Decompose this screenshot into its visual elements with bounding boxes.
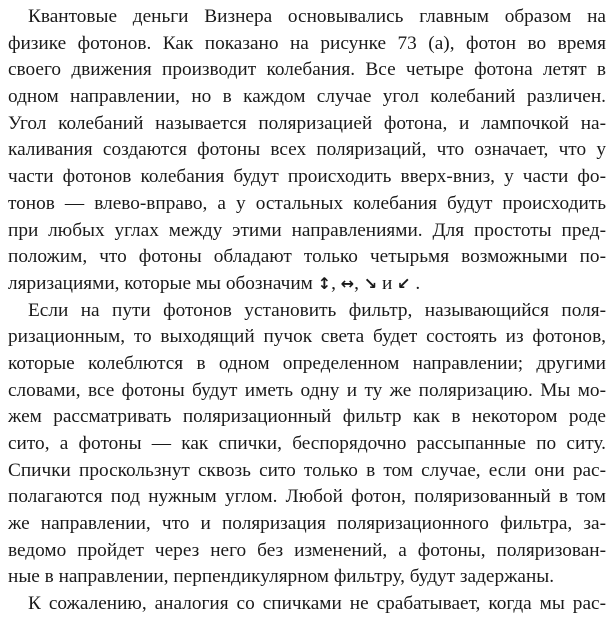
text-line: которые колеблются в одном определенном направлении; другими	[8, 352, 606, 374]
text-line: положим, что фотоны обладают только четырьмя возможными по-	[8, 246, 606, 268]
text-line: же направлении, что и поляризация поляризационного фильтра, за-	[8, 513, 606, 535]
text-line: Если на пути фотонов установить фильтр, называющийся поля-	[28, 299, 606, 321]
text-line: физике фотонов. Как показано на рисунке 73 (а), фотон во время	[8, 32, 606, 54]
text-line: ные в направлении, перпендикулярном фильтру, будут задержаны.	[8, 566, 555, 588]
text-line: сито, а фотоны — как спички, беспорядочно рассыпанные по ситу.	[8, 433, 606, 454]
conjunction-text: и	[382, 272, 393, 294]
text-line: одном направлении, но в каждом случае угол колебаний различен.	[8, 86, 606, 108]
text-line: каливания создаются фотоны всех поляризаций, что означает, что у	[8, 139, 606, 161]
text-line: ведомо пройдет через него без изменений, а фотоны, поляризован-	[8, 539, 606, 561]
diagonal-down-right-arrow-icon: ↘	[363, 273, 378, 293]
text-fragment: ляризациями, которые мы обозначим	[8, 272, 313, 294]
paragraph-3	[8, 591, 606, 618]
text-line: при любых углах между этими направлениями. Для простоты пред-	[8, 219, 606, 241]
text-line: полагаются под нужным углом. Любой фотон, поляризованный в том	[8, 486, 606, 508]
text-line: ризационным, то выходящий пучок света будет состоять из фотонов,	[8, 326, 606, 348]
paragraph-1	[8, 4, 606, 298]
text-line: жем рассматривать поляризационный фильтр как в некотором роде	[8, 406, 606, 428]
text-line: Угол колебаний называется поляризацией фотона, и лампочкой на-	[8, 112, 606, 134]
text-line: Квантовые деньги Визнера основывались главным образом на	[28, 6, 606, 27]
text-line: словами, все фотоны будут иметь одну и ту же поляризацию. Мы мо-	[8, 379, 606, 401]
text-line: Спички проскользнут сквозь сито только в том случае, если они рас-	[8, 459, 606, 481]
diagonal-down-left-arrow-icon: ↙	[397, 273, 411, 293]
text-line: своего движения производит колебания. Все четыре фотона летят в	[8, 59, 606, 81]
text-line: тонов — влево-вправо, а у остальных колебания будут происходить	[8, 192, 606, 214]
sentence-end: .	[415, 272, 421, 294]
paragraph-2	[8, 298, 606, 592]
horizontal-arrow-icon: ↔	[340, 273, 355, 293]
vertical-arrow-icon: ↕	[317, 273, 332, 293]
text-line: К сожалению, аналогия со спичками не срабатывает, когда мы рас-	[28, 593, 606, 615]
text-line: части фотонов колебания будут происходить вверх-вниз, у части фо-	[8, 166, 606, 188]
polarization-symbols-line: ляризациями, которые мы обозначим ↕, ↔, ↘ и ↙ .	[8, 271, 606, 298]
